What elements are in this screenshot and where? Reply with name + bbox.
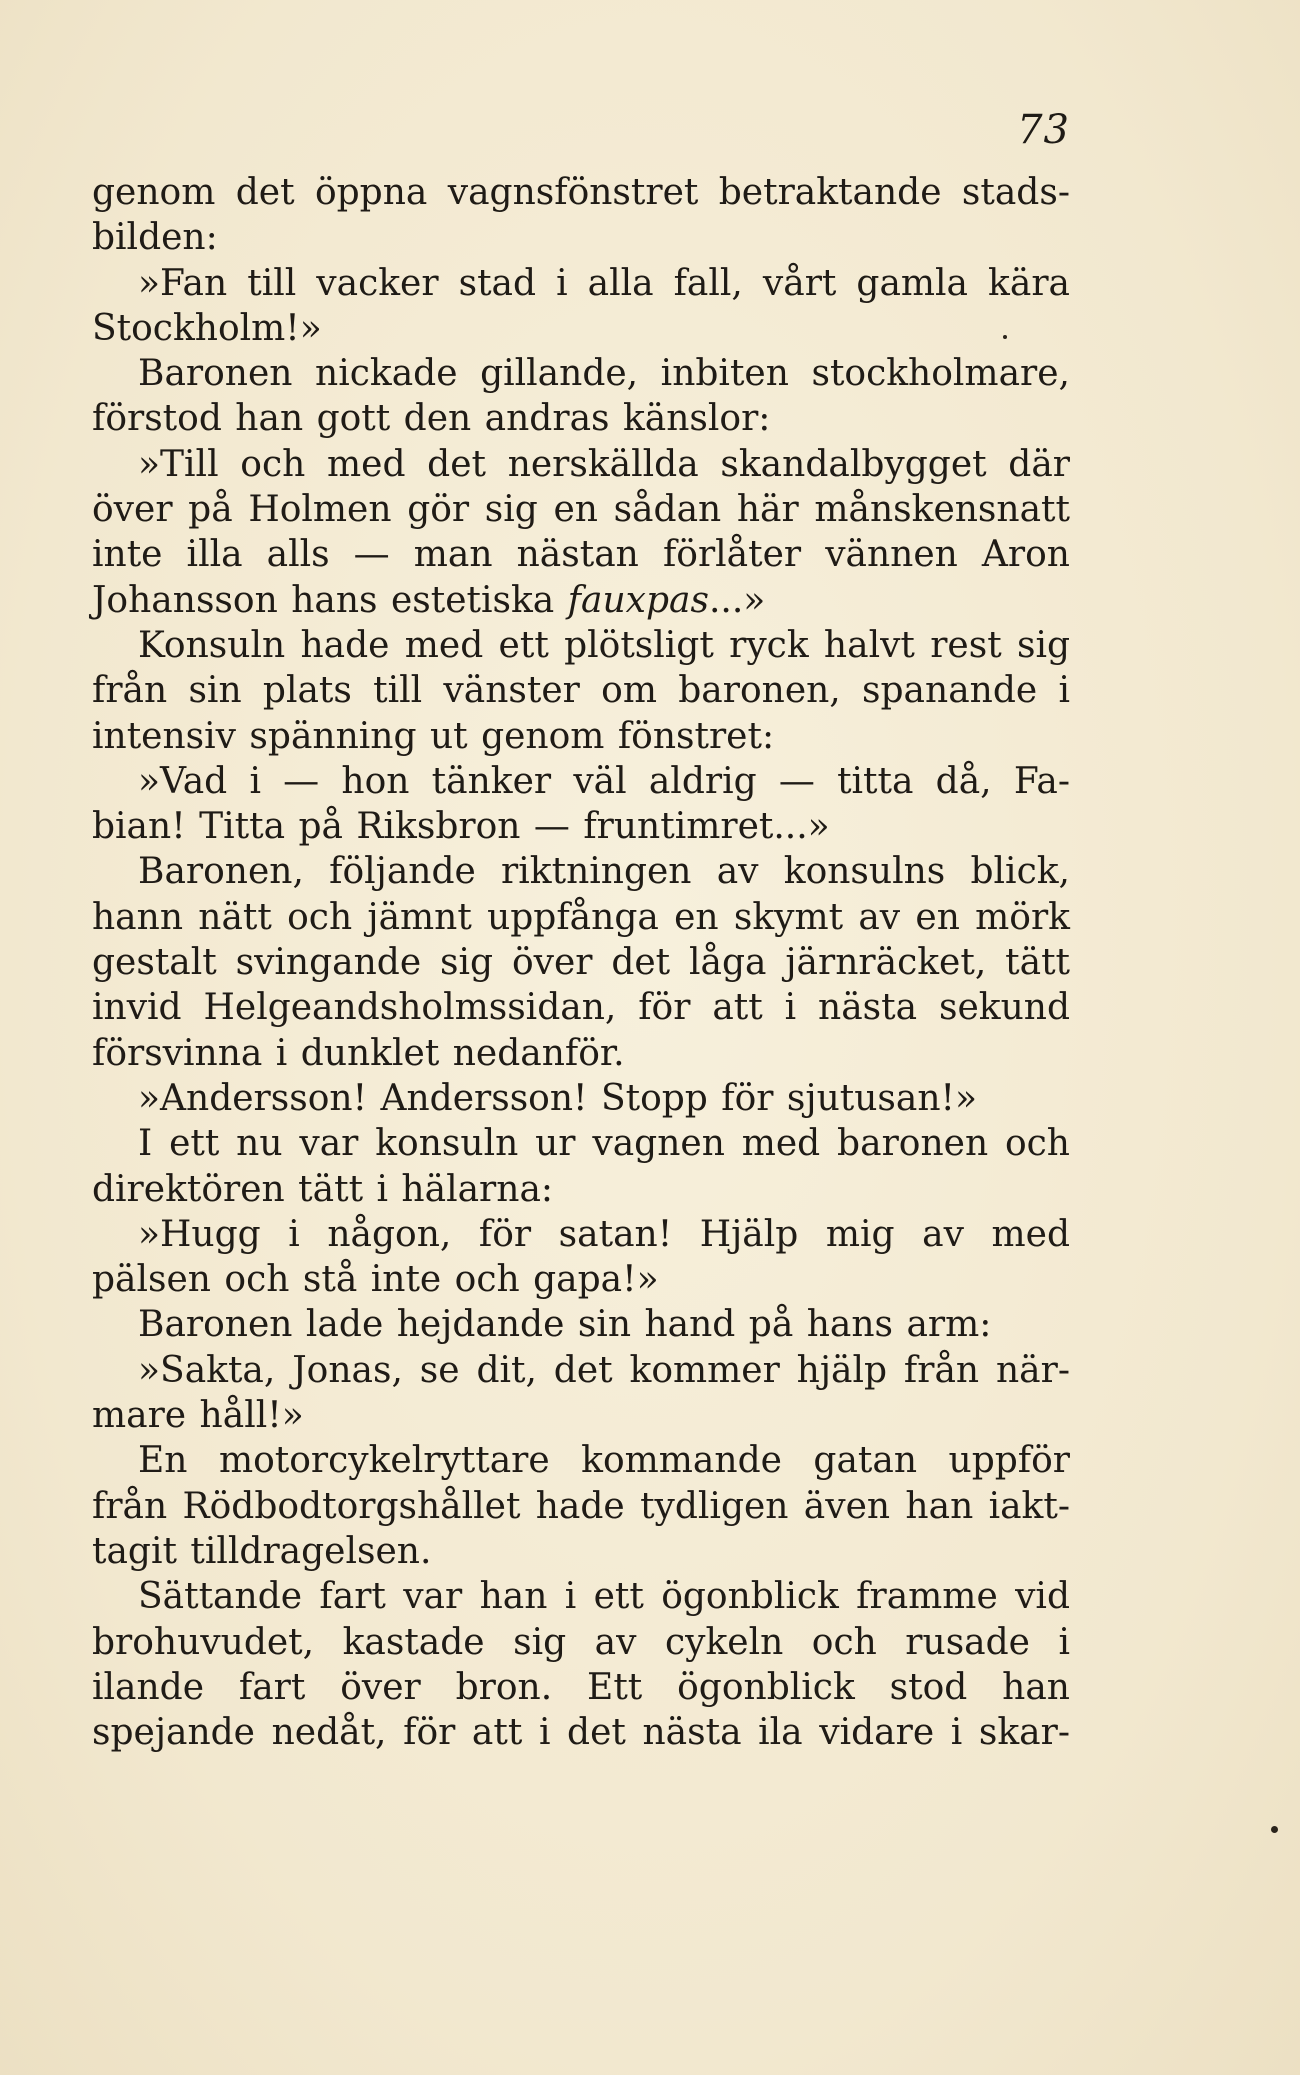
text-line: ilande fart över bron. Ett ögonblick stod han [92, 1666, 1070, 1708]
text-line: bilden: [92, 217, 218, 259]
italic-word: fauxpas [567, 579, 709, 621]
text-line: Sättande fart var han i ett ögonblick framme vid [138, 1576, 1070, 1618]
text-line: förstod han gott den andras känslor: [92, 398, 771, 440]
text-line: »Vad i — hon tänker väl aldrig — titta då, Fa- [138, 760, 1070, 802]
text-line: Stockholm!» [92, 307, 322, 349]
text-line: »Hugg i någon, för satan! Hjälp mig av med [138, 1213, 1070, 1255]
text-line: Baronen, följande riktningen av konsulns blick, [138, 851, 1070, 893]
text-line: »Till och med det nerskällda skandalbygget där [138, 443, 1070, 485]
text-line: tagit tilldragelsen. [92, 1530, 432, 1572]
text-line: från sin plats till vänster om baronen, spanande i [92, 670, 1070, 712]
text-line: gestalt svingande sig över det låga järnräcket, tätt [92, 942, 1070, 984]
text-line: från Rödbodtorgshållet hade tydligen även han iakt- [92, 1485, 1070, 1527]
text-line: hann nätt och jämnt uppfånga en skymt av en mörk [92, 896, 1070, 938]
text-line: invid Helgeandsholmssidan, för att i nästa sekund [92, 987, 1070, 1029]
text-line: spejande nedåt, för att i det nästa ila vidare i skar- [92, 1712, 1070, 1754]
ink-speck [1003, 335, 1007, 339]
text-line: »Fan till vacker stad i alla fall, vårt gamla kära [138, 262, 1070, 304]
text-line: mare håll!» [92, 1395, 304, 1437]
text-line: Baronen nickade gillande, inbiten stockholmare, [138, 353, 1070, 395]
text-line: bian! Titta på Riksbron — fruntimret...» [92, 806, 830, 848]
text-line: Konsuln hade med ett plötsligt ryck halvt rest sig [138, 624, 1070, 666]
text-line: brohuvudet, kastade sig av cykeln och rusade i [92, 1621, 1070, 1663]
text-line: försvinna i dunklet nedanför. [92, 1032, 625, 1074]
text-line: intensiv spänning ut genom fönstret: [92, 715, 775, 757]
text-line: inte illa alls — man nästan förlåter vännen Aron [92, 534, 1070, 576]
text-line: direktören tätt i hälarna: [92, 1168, 554, 1210]
text-line: genom det öppna vagnsfönstret betraktande stads- [92, 172, 1070, 213]
body-text [92, 170, 1070, 1755]
text-line: »Andersson! Andersson! Stopp för sjutusan!» [138, 1077, 978, 1119]
ink-speck [1271, 1826, 1278, 1833]
text-line: över på Holmen gör sig en sådan här månskensnatt [92, 489, 1070, 531]
text-line: I ett nu var konsuln ur vagnen med baronen och [138, 1123, 1070, 1165]
text-line: pälsen och stå inte och gapa!» [92, 1259, 659, 1301]
page-number: 73 [1017, 107, 1070, 153]
text-line: Baronen lade hejdande sin hand på hans arm: [138, 1304, 992, 1346]
text-line: Johansson hans estetiska fauxpas...» [92, 579, 766, 621]
text-line: En motorcykelryttare kommande gatan uppför [138, 1440, 1070, 1482]
text-line: »Sakta, Jonas, se dit, det kommer hjälp från när- [138, 1349, 1070, 1391]
